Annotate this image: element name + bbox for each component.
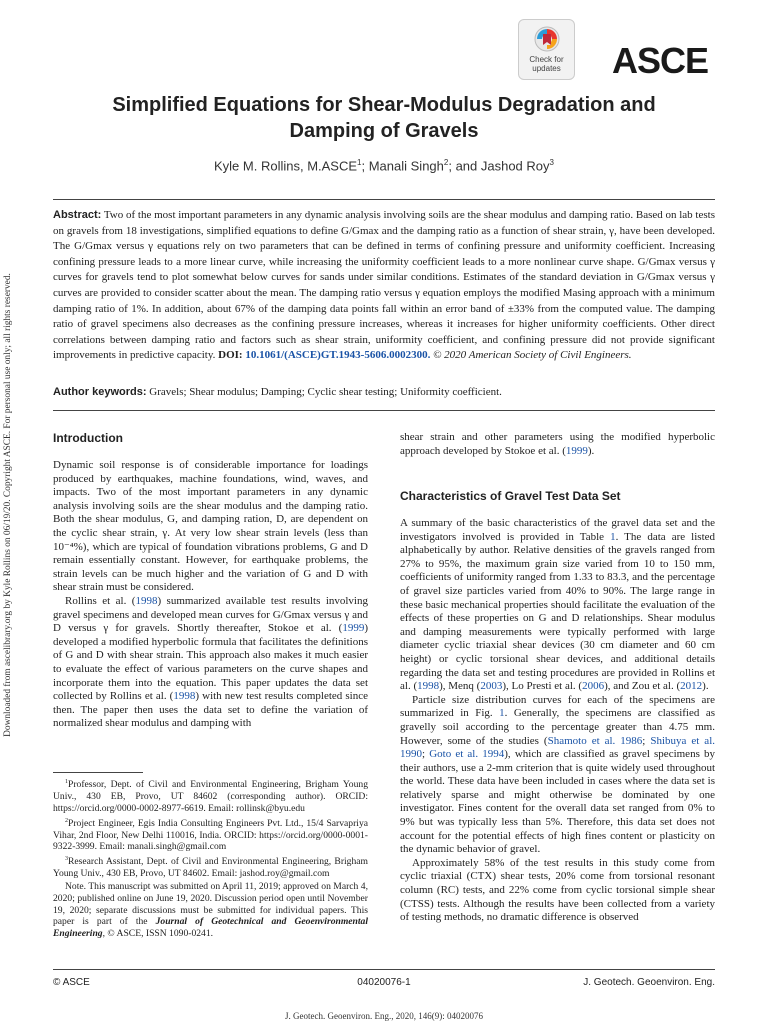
- footnote-3: [53, 854, 368, 880]
- footnote-2: [53, 816, 368, 854]
- right-column-continuation: [400, 431, 715, 458]
- footer-journal: J. Geotech. Geoenviron. Eng.: [583, 977, 715, 988]
- author-1: Kyle M. Rollins, M.ASCE: [214, 158, 358, 174]
- footer-page-id: 04020076-1: [357, 977, 411, 988]
- citation-link[interactable]: Shamoto et al. 1986: [547, 734, 643, 747]
- citation-link[interactable]: Shibuya et al. 1990: [400, 734, 715, 761]
- citation-link[interactable]: 1999: [565, 444, 588, 457]
- citation-link[interactable]: 1999: [342, 622, 365, 635]
- footer-copyright: © ASCE: [53, 977, 90, 988]
- citation-link[interactable]: 2012: [680, 680, 703, 693]
- asce-logo: [612, 42, 718, 82]
- author-3-affil: 3: [549, 158, 554, 167]
- intro-paragraph-2: [53, 595, 368, 731]
- continued-paragraph: [400, 431, 715, 458]
- citation-link[interactable]: Goto et al. 1994: [429, 748, 505, 761]
- title-line-1: Simplified Equations for Shear-Modulus Degradation and: [112, 94, 656, 116]
- text-run: . Generally, the specimens are classified as gravelly soil according to the percentage greater than 4.75 mm. However, some of the studies (: [400, 707, 715, 747]
- footnote-text: Project Engineer, Egis India Consulting Engineers Pvt. Ltd., 15/4 Sarvapriya Vihar, 2nd Floor, New Delhi 110016, India. ORCID: https://orcid.org/0000-0001-9322-3999. Email: manali.singh@gmail.com: [53, 817, 368, 853]
- journal-name: Journal of Geotechnical and Geoenvironmental Engineering: [53, 916, 369, 940]
- download-notice: Downloaded from ascelibrary.org by Kyle Rollins on 06/19/20. Copyright ASCE. For personal use only; all rights reserved.: [3, 273, 13, 737]
- title-line-2: Damping of Gravels: [289, 120, 479, 142]
- text-run: shear strain and other parameters using the modified hyperbolic approach developed by Stokoe et al. (: [400, 431, 715, 457]
- check-badge-line2: updates: [532, 63, 561, 73]
- citation-link[interactable]: 1998: [173, 690, 196, 703]
- footnote-marker: 2: [65, 817, 68, 824]
- footnote-text: Research Assistant, Dept. of Civil and Environmental Engineering, Brigham Young Univ., 430 EB, Provo, UT 84602. Email: jashod.roy@gmail.com: [53, 856, 368, 880]
- keywords-text: Gravels; Shear modulus; Damping; Cyclic shear testing; Uniformity coefficient.: [149, 386, 502, 398]
- right-column-body: [400, 517, 715, 925]
- note-text: , © ASCE, ISSN 1090-0241.: [102, 928, 214, 940]
- author-1-affil: 1: [357, 158, 362, 167]
- footnote-text: Professor, Dept. of Civil and Environmental Engineering, Brigham Young Univ., 430 EB, Provo, UT 84602 (corresponding author). ORCID: https://orcid.org/0000-0002-8977-6619. Email: rollinsk@byu.edu: [53, 779, 368, 814]
- intro-paragraph-1: Dynamic soil response is of considerable importance for loadings produced by earthquakes, machine foundations, wind, waves, and impacts. Two of the most important parameters in any dynamic analysis involving soils are the shear modulus and the damping ratio. Both the shear modulus, G, and damping ration, D, are dependent on the cyclic shear strain, γ. At very low shear strain levels (less than 10⁻⁴%), which are typical of foundation vibrations problems, G and D remain essentially constant. However, for earthquake problems, the strain levels can be much higher and the variation of G and D with shear strain must be considered.: [53, 459, 368, 594]
- text-run: ), which are classified as gravel specimens by their authors, use a 2-mm criterion that is quite widely used throughout the world. These data have been included in cases where the data set is relatively sparse and might otherwise be dominated by one investigator. Fines content for the overall data set ranged from 0% to 9% but was typically less than 5%. Therefore, this data set does not account for the potential effects of high fines content or plasticity on the dynamic behavior of gravel.: [400, 748, 715, 856]
- citation-link[interactable]: 2006: [582, 680, 605, 693]
- text-run: ), and Zou et al. (: [604, 680, 681, 693]
- abstract-label: Abstract:: [53, 209, 102, 221]
- text-run: ;: [642, 734, 651, 747]
- footnotes: [53, 777, 368, 941]
- text-run: ) with new test results completed since then. The paper then uses the data set to define the variation of normalized shear modulus and damping with: [53, 690, 368, 730]
- check-badge-line1: Check for: [529, 55, 564, 64]
- table-link[interactable]: 1: [610, 530, 616, 543]
- citation-link[interactable]: 1998: [135, 594, 158, 607]
- footnote-divider: [53, 772, 143, 773]
- author-list: [60, 158, 708, 173]
- page-citation: J. Geotech. Geoenviron. Eng., 2020, 146(9): 04020076: [285, 1011, 483, 1021]
- text-run: . The data are listed alphabetically by author. Relative densities of the gravels ranged from 27% to 95%, the maximum grain size varied from 10 to 150 mm, coefficients of uniformity ranged from 1.33 to 83.3, and the percentage of gravel size particles varied from 40% to 90%. The large range in these basic mechanical properties should facilitate the evaluation of the effects of these properties on G and D relationships. Shear modulus and damping measurements were typically performed with large diameter cyclic triaxial shear devices (30 cm diameter and 60 cm height) or cyclic torsional shear devices, and additional details regarding the data set and testing procedures are provided in Rollins et al. (: [400, 530, 716, 693]
- footer-divider: [53, 969, 715, 970]
- characteristics-paragraph-3: Approximately 58% of the test results in this study come from cyclic triaxial (CTX) shear tests, 20% come from torsional resonant column (RC) tests, and 22% come from cyclic torsional simple shear (CTSS) tests. Although the results have been collected from a variety of testing methods, no dramatic difference is observed: [400, 856, 715, 924]
- text-run: ).: [702, 680, 709, 693]
- footnote-1: [53, 777, 368, 815]
- doi-label: DOI:: [218, 349, 243, 362]
- author-2: ; Manali Singh: [361, 158, 444, 174]
- manuscript-note: [53, 881, 368, 940]
- text-run: ).: [587, 444, 595, 457]
- footnote-marker: 1: [65, 779, 68, 785]
- abstract-copyright: © 2020 American Society of Civil Engineers.: [433, 349, 632, 362]
- text-run: A summary of the basic characteristics of the gravel data set and the investigators involved is provided in Table: [400, 517, 715, 543]
- section-heading-characteristics: Characteristics of Gravel Test Data Set: [400, 489, 621, 503]
- characteristics-paragraph-2: [400, 694, 715, 857]
- text-run: ) developed a modified hyperbolic formula that facilitates the definitions of G and D with shear strain. This approach also makes it much easier to evaluate the effect of various parameters on the curve shapes and incorporate them into the equation. This paper updates the data set collected by Rollins et al. (: [53, 622, 368, 703]
- check-for-updates-icon: [534, 26, 560, 52]
- text-run: ), Lo Presti et al. (: [502, 680, 583, 693]
- text-run: Rollins et al. (: [65, 594, 136, 607]
- characteristics-paragraph-1: [400, 517, 715, 694]
- author-3: ; and Jashod Roy: [448, 158, 550, 174]
- citation-link[interactable]: 1998: [417, 680, 440, 693]
- text-run: ), Menq (: [439, 680, 481, 693]
- asce-logo-text: ASCE: [612, 40, 709, 81]
- abstract-text: Two of the most important parameters in any dynamic analysis involving soils are the shear modulus and damping ratio. Based on lab tests on gravels from 18 investigations, simplified equations to define G/Gmax and the damping ratio as a function of shear strain, γ, have been developed. The G/Gmax versus γ equations rely on two parameters that can be defined in terms of confining pressure and uniformity coefficient. Increasing confining pressure leads to a more linear curve, while increasing the uniformity coefficient leads to a more nonlinear curve shape. G/Gmax versus γ curves for gravels tend to plot somewhat below curves for sands under similar conditions. Estimates of the standard deviation in G/Gmax versus γ curves are provided to consider scatter about the mean. The damping ratio versus γ equation employs the modified Masing approach with a minimum damping ratio of 1%. In addition, about 67% of the damping data points fall within an error band of ±33% from the computed value. The damping ratio of gravel specimens also decreases as the confining pressure increases, whereas it increases for higher uniformity coefficients. Other direct correlations between damping ratio and factors such as shear strain, uniformity coefficient, and confining pressure did not provide significant improvements in predictive capacity.: [53, 209, 715, 362]
- paper-title: [60, 92, 708, 144]
- author-keywords: [53, 386, 715, 398]
- figure-link[interactable]: 1: [499, 707, 505, 720]
- citation-link[interactable]: 2003: [480, 680, 503, 693]
- text-run: Particle size distribution curves for each of the specimens are summarized in Fig.: [400, 693, 715, 720]
- text-run: ) summarized available test results involving gravel specimens and developed mean curves for G/Gmax versus γ and D versus γ for gravels. Shortly thereafter, Stokoe et al. (: [53, 594, 368, 635]
- note-text: Note. This manuscript was submitted on April 11, 2019; approved on March 4, 2020; published online on June 19, 2020. Discussion period open until November 19, 2020; separate discussions must be submitted for individual papers. This paper is part of the: [53, 880, 368, 928]
- divider: [53, 410, 715, 411]
- footnote-marker: 3: [65, 856, 68, 863]
- left-column-body: [53, 459, 368, 731]
- doi-link[interactable]: 10.1061/(ASCE)GT.1943-5606.0002300.: [245, 349, 431, 362]
- divider: [53, 199, 715, 200]
- keywords-label: Author keywords:: [53, 386, 147, 398]
- check-for-updates-badge[interactable]: [518, 19, 575, 80]
- author-2-affil: 2: [443, 158, 449, 167]
- text-run: ;: [422, 748, 430, 761]
- section-heading-introduction: Introduction: [53, 431, 123, 445]
- abstract: [53, 208, 715, 364]
